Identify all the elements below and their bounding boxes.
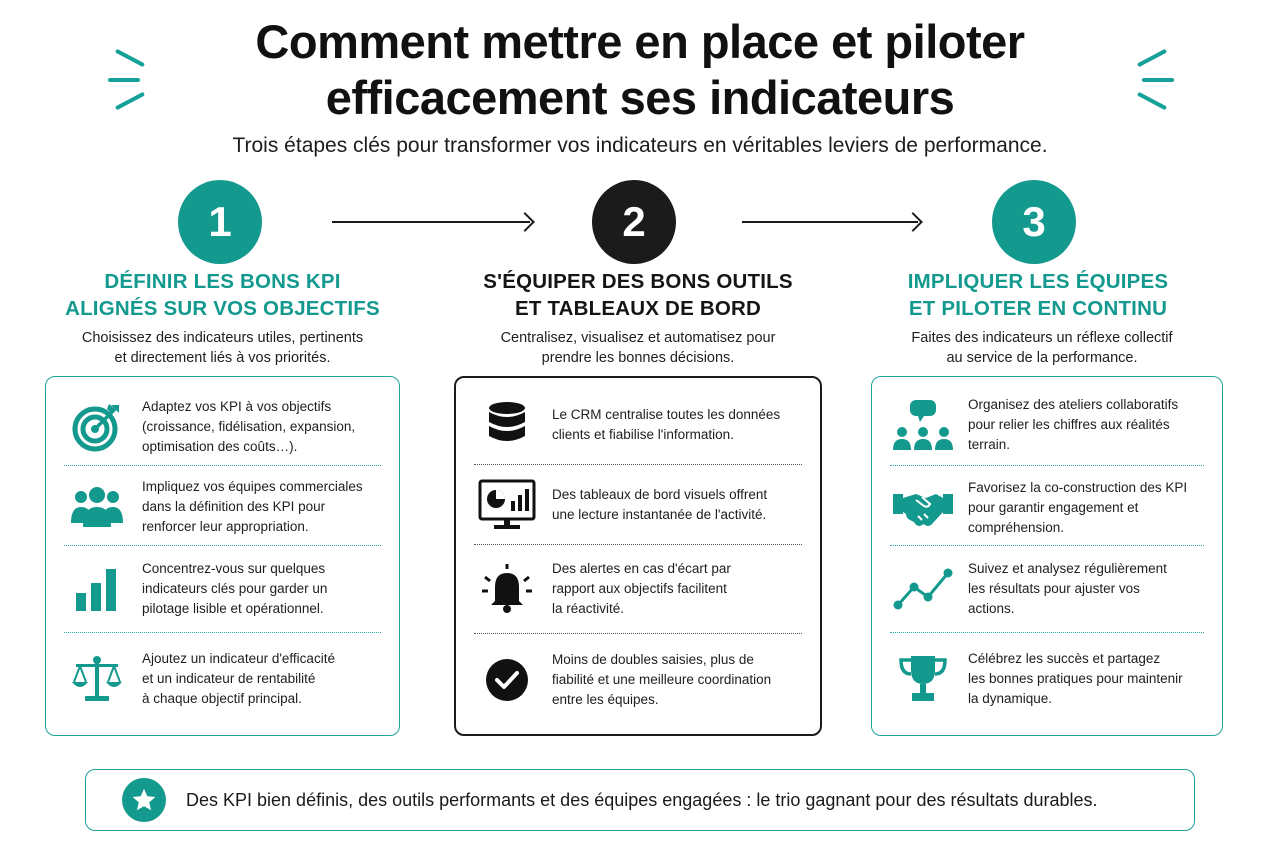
footer-banner (85, 769, 1195, 831)
step-3-card (871, 376, 1223, 736)
item-text-line: Favorisez la co-construction des KPI (968, 480, 1188, 495)
item-text-line: Le CRM centralise toutes les données (552, 407, 781, 422)
arrow-1-to-2 (332, 221, 530, 223)
list-item (64, 643, 381, 715)
item-text-line: actions. (968, 601, 1015, 616)
divider (890, 545, 1204, 546)
step-3-title-line1: IMPLIQUER LES ÉQUIPES (907, 270, 1169, 293)
step-2-description (452, 328, 824, 368)
check-circle-icon (474, 657, 540, 703)
step-3-circle: 3 (992, 180, 1076, 264)
item-text-line: la réactivité. (552, 601, 625, 616)
arrow-2-to-3 (742, 221, 918, 223)
step-1-card (45, 376, 400, 736)
target-icon (64, 401, 130, 453)
dashboard-monitor-icon (474, 479, 540, 531)
item-text-line: (croissance, fidélisation, expansion, (142, 419, 356, 434)
divider (64, 465, 381, 466)
item-text-line: pour garantir engagement et (968, 500, 1139, 515)
item-text-line: Adaptez vos KPI à vos objectifs (142, 399, 332, 414)
workshop-icon (890, 398, 956, 452)
list-item (890, 391, 1204, 459)
step-1-circle: 1 (178, 180, 262, 264)
item-text-line: et un indicateur de rentabilité (142, 671, 316, 686)
list-item (890, 643, 1204, 715)
item-text-line: une lecture instantanée de l'activité. (552, 507, 767, 522)
item-text-line: optimisation des coûts…). (142, 439, 298, 454)
item-text-line: à chaque objectif principal. (142, 691, 302, 706)
trend-line-icon (890, 567, 956, 611)
star-icon (122, 778, 166, 822)
item-text-line: clients et fiabilise l'information. (552, 427, 734, 442)
step-3-desc-line2: au service de la performance. (946, 350, 1138, 366)
list-item (474, 554, 802, 624)
list-item (474, 644, 802, 716)
step-1-title-line1: DÉFINIR LES BONS KPI (104, 270, 341, 293)
list-item (64, 553, 381, 625)
team-icon (64, 485, 130, 529)
item-text-line: Ajoutez un indicateur d'efficacité (142, 651, 335, 666)
divider (890, 465, 1204, 466)
divider (474, 464, 802, 465)
item-text-line: les bonnes pratiques pour maintenir (968, 671, 1183, 686)
list-item (474, 472, 802, 538)
item-text-line: terrain. (968, 437, 1011, 452)
bar-chart-icon (64, 565, 130, 613)
item-text-line: Organisez des ateliers collaboratifs (968, 397, 1179, 412)
trophy-icon (890, 654, 956, 704)
item-text-line: Des alertes en cas d'écart par (552, 561, 731, 576)
item-text-line: pilotage lisible et opérationnel. (142, 601, 324, 616)
item-text-line: les résultats pour ajuster vos (968, 581, 1140, 596)
item-text-line: rapport aux objectifs facilitent (552, 581, 727, 596)
step-3-title-line2: ET PILOTER EN CONTINU (908, 297, 1168, 320)
step-2-desc-line1: Centralisez, visualisez et automatisez pour (500, 330, 776, 346)
item-text-line: pour relier les chiffres aux réalités (968, 417, 1170, 432)
scales-icon (64, 654, 130, 704)
page-title-line2: efficacement ses indicateurs (325, 71, 955, 124)
step-1-desc-line1: Choisissez des indicateurs utiles, pertinents (81, 330, 364, 346)
divider (64, 632, 381, 633)
bell-alert-icon (474, 563, 540, 615)
list-item (890, 553, 1204, 625)
step-1-title (40, 268, 405, 322)
step-2-title-line2: ET TABLEAUX DE BORD (514, 297, 761, 320)
step-2-circle: 2 (592, 180, 676, 264)
list-item (474, 392, 802, 458)
divider (474, 633, 802, 634)
step-3-title (858, 268, 1218, 322)
item-text-line: Impliquez vos équipes commerciales (142, 479, 363, 494)
item-text-line: compréhension. (968, 520, 1065, 535)
step-2-desc-line2: prendre les bonnes décisions. (541, 350, 735, 366)
item-text-line: Des tableaux de bord visuels offrent (552, 487, 768, 502)
item-text-line: indicateurs clés pour garder un (142, 581, 328, 596)
step-2-title (452, 268, 824, 322)
decoration-right (1130, 46, 1180, 116)
step-1-desc-line2: et directement liés à vos priorités. (114, 350, 331, 366)
step-3-description (858, 328, 1226, 368)
list-item (64, 393, 381, 461)
item-text-line: fiabilité et une meilleure coordination (552, 672, 772, 687)
footer-text: Des KPI bien définis, des outils performants et des équipes engagées : le trio gagnant pour des résultats durables. (186, 789, 1098, 810)
page-title-line1: Comment mettre en place et piloter (255, 15, 1025, 68)
step-2-card (454, 376, 822, 736)
step-2-title-line1: S'ÉQUIPER DES BONS OUTILS (483, 270, 793, 293)
page-subtitle: Trois étapes clés pour transformer vos indicateurs en véritables leviers de performance. (232, 134, 1048, 157)
page-title (0, 14, 1280, 126)
item-text-line: Moins de doubles saisies, plus de (552, 652, 754, 667)
list-item (64, 473, 381, 541)
item-text-line: Célébrez les succès et partagez (968, 651, 1161, 666)
item-text-line: renforcer leur appropriation. (142, 519, 309, 534)
item-text-line: entre les équipes. (552, 692, 659, 707)
database-icon (474, 400, 540, 450)
item-text-line: Suivez et analysez régulièrement (968, 561, 1167, 576)
step-1-title-line2: ALIGNÉS SUR VOS OBJECTIFS (65, 297, 380, 320)
step-3-desc-line1: Faites des indicateurs un réflexe collectif (911, 330, 1173, 346)
divider (474, 544, 802, 545)
item-text-line: dans la définition des KPI pour (142, 499, 326, 514)
list-item (890, 473, 1204, 543)
item-text-line: la dynamique. (968, 691, 1053, 706)
item-text-line: Concentrez-vous sur quelques (142, 561, 326, 576)
step-1-description (40, 328, 405, 368)
handshake-icon (890, 486, 956, 530)
decoration-left (104, 46, 154, 116)
divider (890, 632, 1204, 633)
divider (64, 545, 381, 546)
